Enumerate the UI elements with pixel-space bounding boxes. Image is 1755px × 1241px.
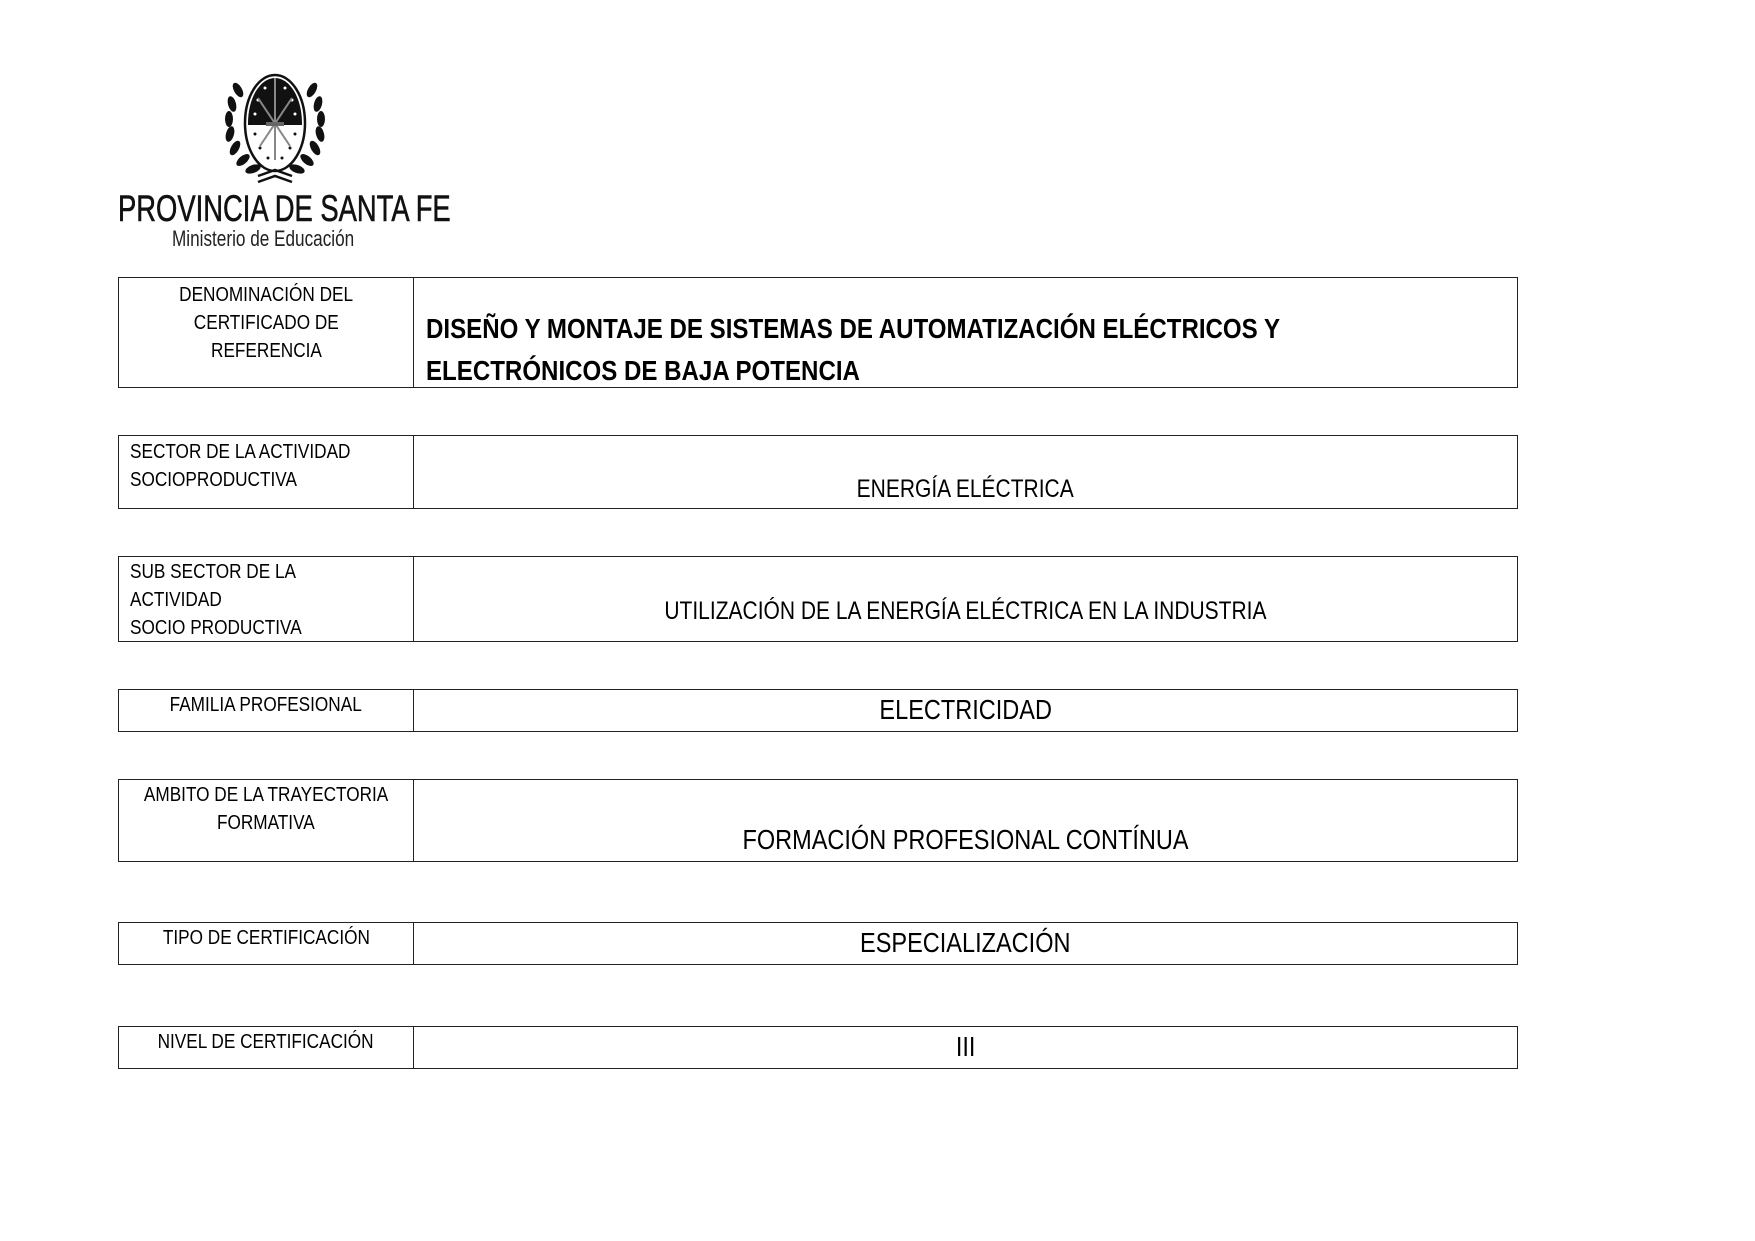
label-text: ACTIVIDAD [130,589,222,611]
label-line [119,924,413,952]
table-row-certificate-name [118,277,1518,388]
value-cell [414,780,1517,861]
label-line [119,1028,413,1056]
table-row-sector [118,435,1518,509]
label-cell [119,923,414,964]
label-text: DENOMINACIÓN DEL [179,284,353,306]
label-line [119,691,413,719]
label-text: FAMILIA PROFESIONAL [169,694,363,716]
label-text: CERTIFICADO DE [193,312,339,334]
label-line [119,586,413,614]
value-cell [414,690,1517,731]
label-line [119,466,413,494]
value-cell [414,436,1517,508]
label-text: SUB SECTOR DE LA [130,561,297,583]
label-cell [119,436,414,508]
label-line [119,781,413,809]
table-row-family [118,689,1518,732]
label-cell [119,557,414,641]
label-cell [119,780,414,861]
certificate-title [426,308,1419,392]
value-text: III [955,1031,976,1062]
value-cell [414,278,1517,387]
value-text: ESPECIALIZACIÓN [860,927,1071,958]
value-text: ELECTRICIDAD [879,694,1052,725]
value-text-wrap [414,1031,1517,1063]
value-text-wrap [414,824,1517,856]
table-row-subsector [118,556,1518,642]
table-row-certification-type [118,922,1518,965]
value-text-wrap [414,694,1517,726]
label-cell [119,1027,414,1068]
value-cell [414,923,1517,964]
label-text: AMBITO DE LA TRAYECTORIA [143,784,389,806]
value-text-wrap [414,597,1517,626]
label-line [119,309,413,337]
label-text: REFERENCIA [210,340,322,362]
value-text: UTILIZACIÓN DE LA ENERGÍA ELÉCTRICA EN LA INDUSTRIA [664,597,1267,625]
label-line [119,614,413,642]
value-text: FORMACIÓN PROFESIONAL CONTÍNUA [742,824,1189,855]
label-line [119,337,413,365]
label-cell [119,690,414,731]
label-text: SOCIO PRODUCTIVA [130,617,302,639]
title-line: DISEÑO Y MONTAJE DE SISTEMAS DE AUTOMATIZACIÓN ELÉCTRICOS Y [426,313,1281,344]
label-text: NIVEL DE CERTIFICACIÓN [158,1031,374,1053]
value-text-wrap [414,475,1517,504]
label-text: SOCIOPRODUCTIVA [130,469,297,491]
value-cell [414,1027,1517,1068]
ministry-name: Ministerio de Educación [172,226,355,251]
title-line: ELECTRÓNICOS DE BAJA POTENCIA [426,355,860,386]
label-text: SECTOR DE LA ACTIVIDAD [130,441,351,463]
value-cell [414,557,1517,641]
label-cell [119,278,414,387]
label-text: TIPO DE CERTIFICACIÓN [162,927,370,949]
santa-fe-coat-of-arms-icon [220,70,330,188]
label-line [119,438,413,466]
value-text-wrap [414,927,1517,959]
table-row-certification-level [118,1026,1518,1069]
label-line [119,558,413,586]
label-line [119,809,413,837]
value-text: ENERGÍA ELÉCTRICA [856,475,1075,503]
label-text: FORMATIVA [217,812,315,834]
table-row-scope [118,779,1518,862]
header-logo [112,68,451,253]
label-line [119,281,413,309]
province-name: PROVINCIA DE SANTA FE [118,188,451,229]
